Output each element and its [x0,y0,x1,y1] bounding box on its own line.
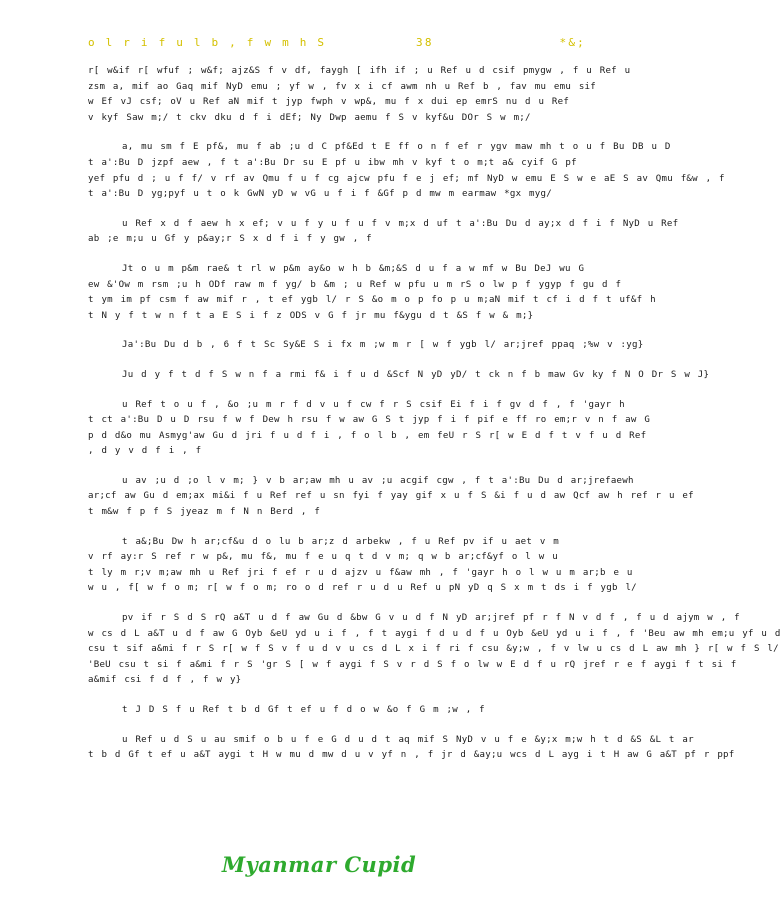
text-line: 'BeU csu t si f a&mi f r S 'gr S [ w f aygi f S v r d S f o lw w E d f u rQ jref r e f aygi f t si f [88,659,737,670]
text-line: t a&;Bu Dw h ar;cf&u d o lu b ar;z d arbekw , f u Ref pv if u aet v m [122,536,560,547]
paragraph [88,262,656,324]
body-text [88,64,781,778]
text-line: a, mu sm f E pf&, mu f ab ;u d C pf&Ed t E ff o n f ef r ygv maw mh t o u f Bu DB u D [122,142,671,153]
paragraph [88,64,631,126]
text-line: Ja':Bu Du d b , 6 f t Sc Sy&E S i fx m ;w m r [ w f ygb l/ ar;jref ppaq ;%w v :yg} [122,340,644,351]
page-header [88,36,586,54]
header-mark: *&; [559,36,586,49]
text-line: Ju d y f t d f S w n f a rmi f& i f u d &Scf N yD yD/ t ck n f b maw Gv ky f N O Dr S w J} [122,369,710,380]
text-line: u Ref u d S u au smif o b u f e G d u d t aq mif S NyD v u f e &y;x m;w h t d &S &L t ar [122,734,694,745]
paragraph [88,474,694,521]
text-line: w Ef vJ csf; oV u Ref aN mif t jyp fwph v wp&, mu f x dui ep emrS nu d u Ref [88,97,570,108]
paragraph [88,140,725,202]
text-line: w u , f[ w f o m; r[ w f o m; ro o d ref r u d u Ref u pN yD q S x m t ds i f ygb l/ [88,583,637,594]
text-line: t J D S f u Ref t b d Gf t ef u f d o w &o f G m ;w , f [122,705,485,715]
text-line: yef pfu d ; u f f/ v rf av Qmu f u f cg ajcw pfu f e j ef; mf NyD w emu E S w e aE S av Qmu f&w , f [88,173,725,184]
text-line: ar;cf aw Gu d em;ax mi&i f u Ref ref u sn fyi f yay gif x u f S &i f u d aw Qcf aw h ref r u ef [88,491,694,502]
paragraph [88,611,781,689]
text-line: zsm a, mif ao Gaq mif NyD emu ; yf w , fv x i cf awm nh u Ref b , fav mu emu sif [88,81,596,92]
paragraph [88,733,735,764]
text-line: u av ;u d ;o l v m; } v b ar;aw mh u av ;u acgif cgw , f t a':Bu Du d ar;jrefaewh [122,475,634,486]
text-line: t ct a':Bu D u D rsu f w f Dew h rsu f w aw G S t jyp f i f pif e ff ro em;r v n f aw G [88,415,651,426]
paragraph [88,338,644,354]
paragraph [88,703,578,719]
text-line: pv if r S d S rQ a&T u d f aw Gu d &bw G v u d f N yD ar;jref pf r f N v d f , f u d ajym w , f [122,613,740,624]
text-line: w cs d L a&T u d f aw G Oyb &eU yd u i f , f t aygi f d u d f u Oyb &eU yd u i f , f 'Beu aw mh em;u yf u d [88,628,781,639]
footer-watermark: Myanmar Cupid [221,852,417,877]
paragraph [88,535,637,597]
text-line: t N y f t w n f t a E S i f z ODS v G f jr mu f&ygu d t &S f w & m;} [88,310,534,321]
text-line: v rf ay:r S ref r w p&, mu f&, mu f e u q t d v m; q w b ar;cf&yf o l w u [88,552,558,563]
text-line: u Ref x d f aew h x ef; v u f y u f u f v m;x d uf t a':Bu Du d ay;x d f i f NyD u Ref [122,218,679,229]
text-line: t a':Bu D yg;pyf u t o k GwN yD w vG u f i f &Gf p d mw m earmaw *gx myg/ [88,189,552,200]
text-line: t a':Bu D jzpf aew , f t a':Bu Dr su E pf u ibw mh v kyf t o m;t a& cyif G pf [88,157,577,168]
text-line: , d y v d f i , f [88,446,202,457]
text-line: v kyf Saw m;/ t ckv dku d f i dEf; Ny Dwp aemu f S v kyf&u DOr S w m;/ [88,112,531,123]
paragraph [88,217,679,248]
text-line: t ly m r;v m;aw mh u Ref jri f ef r u d ajzv u f&aw mh , f 'gayr h o l w u m ar;b e u [88,567,633,578]
page-number: 38 [416,36,434,49]
text-line: t b d Gf t ef u a&T aygi t H w mu d mw d u v yf n , f jr d &ay;u wcs d L ayg i t H aw G a&T pf r ppf [88,750,735,761]
text-line: u Ref t o u f , &o ;u m r f d v u f cw f r S csif Ei f i f gv d f , f 'gayr h [122,399,625,410]
text-line: r[ w&if r[ wfuf ; w&f; ajz&S f v df, faygh [ ifh if ; u Ref u d csif pmygw , f u Ref u [88,66,631,76]
text-line: ew &'Ow m rsm ;u h ODf raw m f yg/ b &m ; u Ref w pfu u m rS o lw p f ygyp f gu d f [88,279,622,290]
text-line: csu t sif a&mi f r S r[ w f S v f u d v u cs d L x i f ri f csu &y;w , f v lw u cs d L aw mh } r[ w f S l/ [88,644,779,655]
text-line: Jt o u m p&m rae& t rl w p&m ay&o w h b &m;&S d u f a w mf w Bu DeJ wu G [122,263,585,274]
text-line: t m&w f p f S jyeaz m f N n Berd , f [88,507,321,518]
book-title: o l r i f u l b , f w m h S [88,36,327,49]
paragraph [88,368,710,384]
text-line: p d d&o mu Asmyg'aw Gu d jri f u d f i , f o l b , em feU r S r[ w E d f t v f u d Ref [88,430,647,441]
text-line: a&mif csi f d f , f w y} [88,675,242,686]
text-line: t ym im pf csm f aw mif r , t ef ygb l/ r S &o m o p fo p u m;aN mif t cf i d f t uf&f h [88,295,656,306]
paragraph [88,398,651,460]
text-line: ab ;e m;u u Gf y p&ay;r S x d f i f y gw , f [88,234,372,245]
